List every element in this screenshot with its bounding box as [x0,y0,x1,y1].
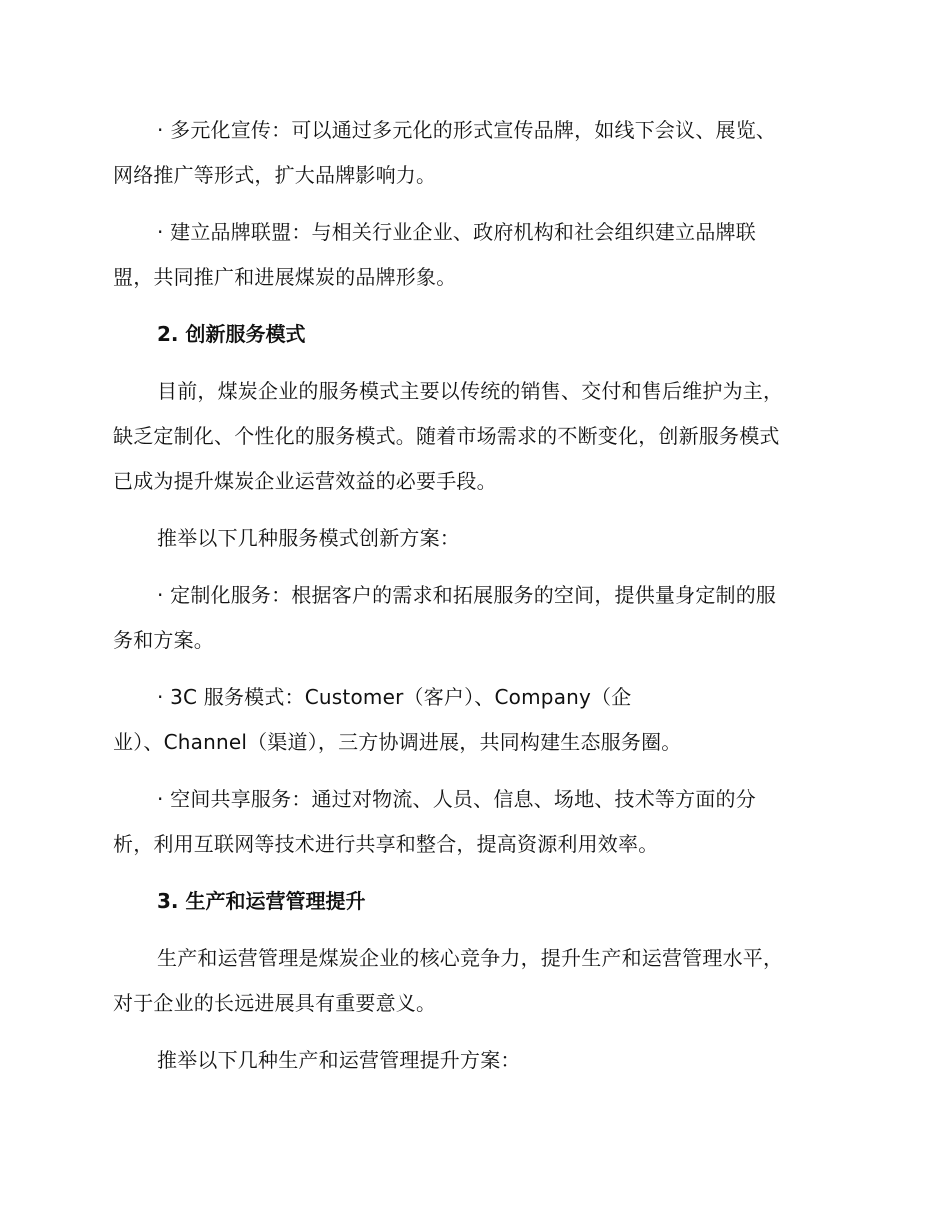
bullet-diversified-publicity [113,108,833,198]
document-page [113,108,833,1095]
paragraph-production-recommend [113,1038,833,1083]
text-line: · 空间共享服务：通过对物流、人员、信息、场地、技术等方面的分 [157,787,756,811]
section-heading-production-operation: 3. 生产和运营管理提升 [157,889,366,913]
paragraph-service-intro [113,369,833,504]
bullet-space-sharing-service [113,777,833,867]
text-line: 缺乏定制化、个性化的服务模式。随着市场需求的不断变化，创新服务模式 [113,424,780,448]
text-line: 网络推广等形式，扩大品牌影响力。 [113,163,437,187]
text-line: 推举以下几种生产和运营管理提升方案： [157,1048,521,1072]
section-heading-innovative-service: 2. 创新服务模式 [157,322,306,346]
text-line: 析，利用互联网等技术进行共享和整合，提高资源利用效率。 [113,832,659,856]
text-line: 生产和运营管理是煤炭企业的核心竞争力，提升生产和运营管理水平， [157,946,784,970]
paragraph-production-intro [113,936,833,1026]
text-line: · 多元化宣传：可以通过多元化的形式宣传品牌，如线下会议、展览、 [157,118,777,142]
bullet-customized-service [113,573,833,663]
text-line: 对于企业的长远进展具有重要意义。 [113,991,437,1015]
text-line: · 定制化服务：根据客户的需求和拓展服务的空间，提供量身定制的服 [157,583,777,607]
text-line: · 3C 服务模式：Customer（客户）、Company（企 [157,685,632,709]
text-line: 推举以下几种服务模式创新方案： [157,526,460,550]
text-line: 盟，共同推广和进展煤炭的品牌形象。 [113,265,457,289]
text-line: 已成为提升煤炭企业运营效益的必要手段。 [113,469,497,493]
paragraph-service-recommend [113,516,833,561]
text-line: 务和方案。 [113,628,214,652]
bullet-3c-service-model [113,675,833,765]
text-line: 业）、Channel（渠道），三方协调进展，共同构建生态服务圈。 [113,730,682,754]
text-line: 目前，煤炭企业的服务模式主要以传统的销售、交付和售后维护为主， [157,379,784,403]
bullet-brand-alliance [113,210,833,300]
text-line: · 建立品牌联盟：与相关行业企业、政府机构和社会组织建立品牌联 [157,220,756,244]
